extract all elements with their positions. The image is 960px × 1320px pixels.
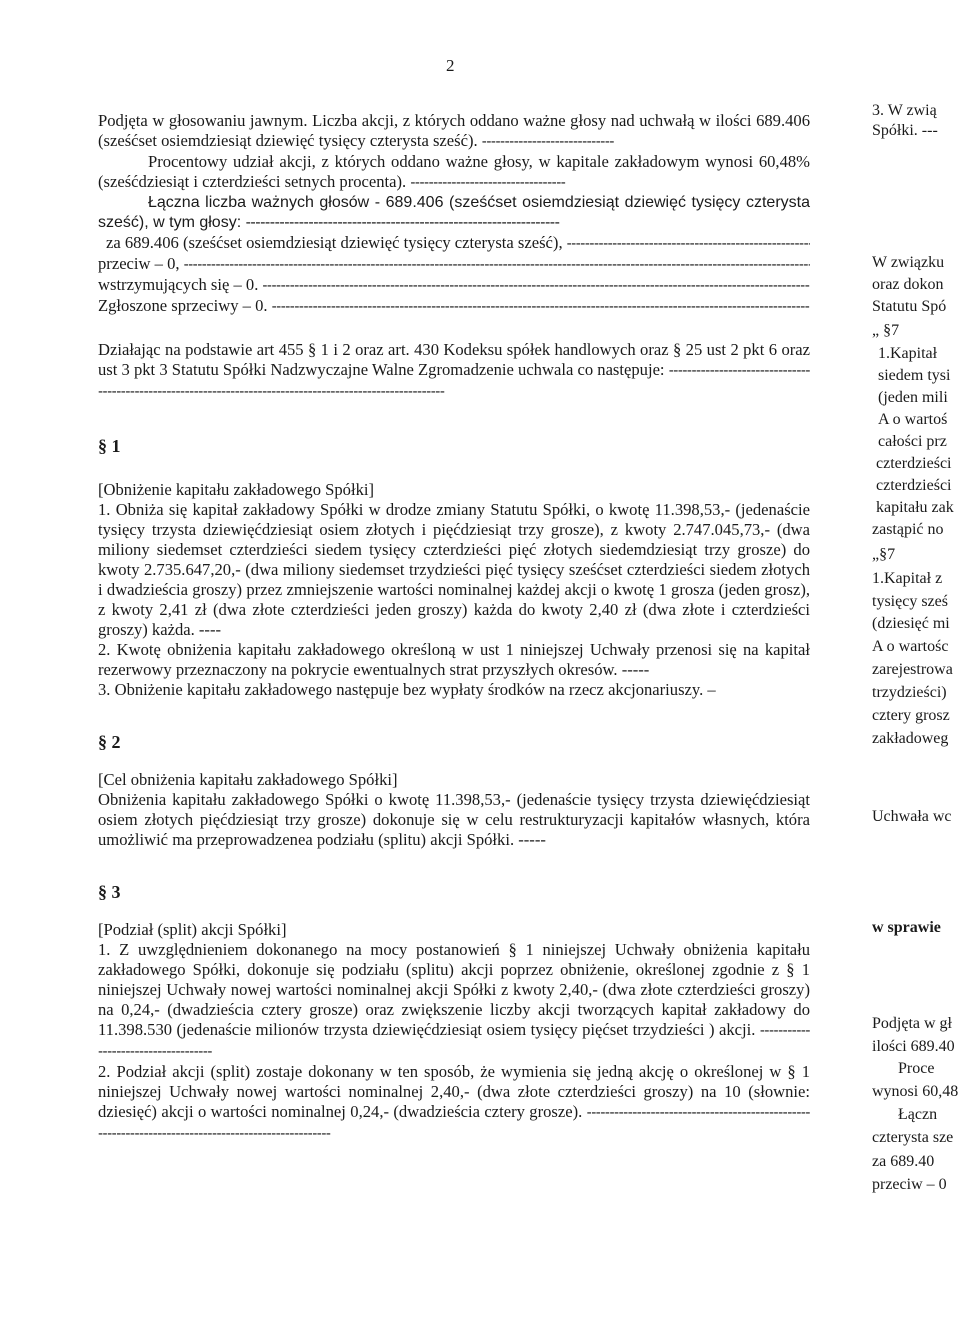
edge-line: czterdzieści (876, 477, 952, 494)
objections: Zgłoszone sprzeciwy – 0. ----- (98, 296, 810, 317)
section-1-para-3: 3. Obniżenie kapitału zakładowego następuje bez wypłaty środków na rzecz akcjonariuszy. – (98, 680, 716, 699)
edge-line: kapitału zak (876, 499, 954, 516)
edge-line: 1.Kapitał (878, 345, 938, 362)
edge-line: trzydzieści) (872, 684, 947, 701)
section-2-para-1: Obniżenia kapitału zakładowego Spółki o kwotę 11.398,53,- (jedenaście tysięcy trzysta dziewięćdziesiąt osiem złotych pięćdziesiąt trzy grosze) dokonuje się w celu restrukturyzacji kapitałów własnych, która umożliwić ma przeprowadzenea podziału (splitu) akcji Spółki. ----- (98, 790, 810, 849)
edge-line: za 689.40 (872, 1153, 935, 1170)
section-3-para-2: 2. Podział akcji (split) zostaje dokonany w ten sposób, że wymienia się jedną akcję o określonej w § 1 niniejszej Uchwały nowej wartości nominalnej 2,40,- (dwa złote czterdzieści groszy) na 10 (słownie: dziesięć) akcji o wartości nominalnej 0,24,- (dwadzieścia cztery grosze). ---------------------------------------------------------------------------------------------------- (98, 1062, 810, 1142)
edge-line: zarejestrowa (872, 661, 953, 678)
edge-line: Łączn (898, 1106, 938, 1123)
edge-line: ilości 689.40 (872, 1038, 955, 1055)
edge-line: Podjęta w gł (872, 1015, 952, 1032)
votes-against: przeciw – 0, ----- (98, 254, 810, 275)
edge-line: zastąpić no (872, 521, 944, 538)
votes-for: za 689.406 (sześćset osiemdziesiąt dziewięć tysięcy czterysta sześć), ----- (98, 233, 810, 254)
document-body (98, 111, 810, 1144)
edge-line: całości prz (878, 433, 947, 450)
section-3-title: [Podział (split) akcji Spółki] (98, 920, 287, 939)
voting-percent: Procentowy udział akcji, z których oddano ważne głosy, w kapitale zakładowym wynosi 60,48% (sześćdziesiąt i czterdzieści setnych procenta). ---------------------------------- (98, 152, 810, 191)
edge-line: „ §7 (872, 322, 900, 339)
votes-abstain: wstrzymujących się – 0. ----- (98, 275, 810, 296)
section-3-number: § 3 (98, 882, 121, 902)
section-1-para-2: 2. Kwotę obniżenia kapitału zakładowego określoną w ust 1 niniejszej Uchwały przenosi się na kapitał rezerwowy przeznaczony na pokrycie ewentualnych strat przyszłych okresów. ----- (98, 640, 810, 679)
edge-line: (jeden mili (878, 389, 948, 406)
voting-total: Łączna liczba ważnych głosów - 689.406 (sześćset osiemdziesiąt dziewięć tysięcy czterysta sześć), w tym głosy: ----------------------------------------------------------------- (98, 194, 810, 231)
section-2-number: § 2 (98, 732, 121, 752)
preamble: Działając na podstawie art 455 § 1 i 2 oraz art. 430 Kodeksu spółek handlowych oraz § 25 ust 2 pkt 6 oraz ust 3 pkt 3 Statutu Spółki Nadzwyczajne Walne Zgromadzenie uchwala co następuje: ----------------------------------------------------------------------------------------------------------- (98, 340, 810, 400)
edge-line: (dziesięć mi (872, 615, 950, 632)
edge-line: 3. W zwią (872, 102, 937, 119)
edge-line: czterysta sze (872, 1129, 954, 1146)
edge-line: wynosi 60,48 (872, 1083, 959, 1100)
edge-line: W związku (872, 254, 945, 271)
edge-line: tysięcy sześ (872, 593, 948, 610)
edge-line: „§7 (872, 546, 896, 563)
next-page-edge (872, 0, 960, 1320)
edge-line: Uchwała wc (872, 808, 952, 825)
section-1-title: [Obniżenie kapitału zakładowego Spółki] (98, 480, 375, 499)
section-3-para-1: 1. Z uwzględnieniem dokonanego na mocy postanowień § 1 niniejszej Uchwały obniżenia kapitału zakładowego Spółki, dokonuje się podziału (splitu) akcji poprzez obniżenie, określonej zgodnie z § 1 niniejszej Uchwały nowej wartości nominalnej akcji Spółki z kwoty 2,40,- (dwa złote czterdzieści groszy) na 0,24,- (dwadzieścia cztery grosze) oraz zwiększenie liczby akcji tworzących kapitał zakładowy do 11.398.530 (jedenaście milionów trzysta dziewięćdziesiąt osiem tysięcy pięćset trzydzieści ) akcji. ------------------------------------ (98, 940, 810, 1060)
edge-line: zakładoweg (872, 730, 949, 747)
edge-line: Proce (898, 1060, 935, 1077)
edge-line: Statutu Spó (872, 298, 947, 315)
edge-line: oraz dokon (872, 276, 944, 293)
edge-line: czterdzieści (876, 455, 952, 472)
voting-intro: Podjęta w głosowaniu jawnym. Liczba akcji, z których oddano ważne głosy nad uchwałą w ilości 689.406 (sześćset osiemdziesiąt dziewięć tysięcy czterysta sześć). ----------------------------- (98, 111, 810, 150)
edge-line: w sprawie (872, 919, 941, 936)
edge-line: siedem tysi (878, 367, 951, 384)
edge-line: A o wartośc (872, 638, 949, 655)
edge-line: 1.Kapitał z (872, 570, 943, 587)
page-number: 2 (446, 56, 455, 75)
edge-line: cztery grosz (872, 707, 950, 724)
edge-line: Spółki. --- (872, 122, 938, 139)
edge-line: przeciw – 0 (872, 1176, 947, 1193)
section-1-number: § 1 (98, 436, 121, 456)
section-2-title: [Cel obniżenia kapitału zakładowego Spółki] (98, 770, 398, 789)
edge-line: A o wartoś (878, 411, 948, 428)
section-1-para-1: 1. Obniża się kapitał zakładowy Spółki w drodze zmiany Statutu Spółki, o kwotę 11.398,53,- (jedenaście tysięcy trzysta dziewięćdziesiąt osiem złotych i pięćdziesiąt trzy grosze), z kwoty 2.747.045,73,- (dwa miliony siedemset czterdzieści siedem tysięcy czterdzieści pięć złotych siedemdziesiąt trzy grosze) do kwoty 2.735.647,20,- (dwa miliony siedemset trzydzieści pięć tysięcy sześćset czterdzieści siedem złotych i dwadzieścia groszy) przez zmniejszenie wartości nominalnej każdej akcji o kwotę 1 grosza (jeden grosz), z kwoty 2,41 zł (dwa złote czterdzieści jeden groszy) każda do kwoty 2,40 zł (dwa złote i czterdzieści groszy) każda. ---- (98, 500, 810, 639)
